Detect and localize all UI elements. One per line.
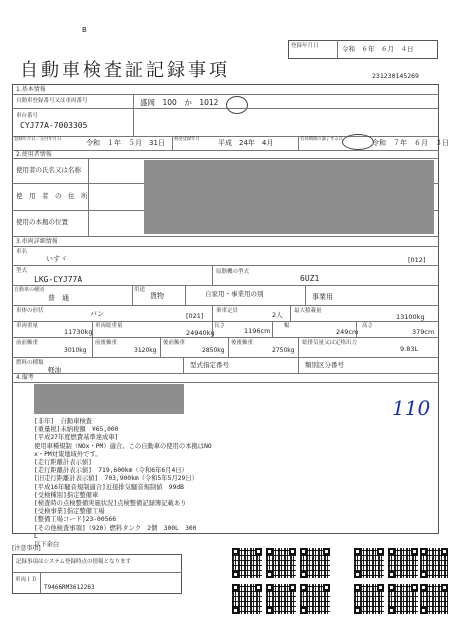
use-label: 用途	[134, 287, 146, 293]
note-line: [その他検査事項]（920）燃料タンク 2個 300L 300	[34, 524, 197, 532]
fuel-label: 燃料の種類	[16, 360, 44, 366]
note-line: [受検事業]指定整備工場	[34, 508, 105, 516]
note-line: [旧走行距離計表示値] 703,900km（令和5年5月29日）	[34, 475, 198, 483]
engine-label: 原動機の型式	[216, 269, 250, 275]
note-line: 以下余白	[34, 541, 60, 549]
reg-no-label: 自動車登録番号又は車両番号	[16, 98, 88, 104]
width-value: 249cm	[336, 328, 359, 336]
qr-code-3	[300, 548, 330, 578]
handwritten-mark: 110	[392, 396, 431, 420]
date2-label: 初度登録年月	[174, 137, 200, 142]
strike-mark	[342, 134, 374, 150]
engine-value: 6UZ1	[300, 274, 320, 283]
circle-mark	[226, 96, 248, 114]
reg-date-value: 令和 ６年 ６月 ４日	[342, 45, 414, 53]
maker-code: [012]	[408, 256, 426, 264]
width-label: 幅	[284, 323, 290, 329]
ff-label: 前前軸重	[16, 340, 39, 346]
section3-title: 3.車両詳細情報	[16, 238, 58, 245]
private-value: 事業用	[312, 293, 333, 301]
note-line: [整備工場コード]23-00566	[34, 516, 116, 524]
note-line: [平成16年騒音規制適合]近接排気騒音規制値 99dB	[34, 483, 184, 491]
document-title: 自動車検査証記録事項	[20, 60, 230, 81]
notes-list	[34, 418, 364, 549]
section2-title: 2.使用者情報	[16, 151, 52, 158]
maxload-label: 最大積載量	[294, 308, 322, 314]
qr-code-9	[300, 584, 330, 614]
note-line: [受検種別]指定整備車	[34, 491, 99, 499]
note-line: [重量税]未納税額 ¥65,000	[34, 426, 119, 434]
owner-redaction	[144, 160, 434, 234]
fr-value: 3120kg	[134, 347, 157, 354]
cat-no-label: 類別区分番号	[305, 361, 344, 369]
note-line: L	[34, 532, 38, 540]
use-value: 貨物	[150, 292, 164, 300]
note-line: [平成27年度燃費基準達成車]	[34, 434, 119, 442]
vehicle-id-label: 車両ＩＤ	[15, 577, 38, 583]
qr-code-11	[388, 584, 418, 614]
length-value: 1196cm	[244, 327, 271, 335]
section1-title: 1.基本情報	[16, 86, 46, 93]
capacity-value: 2人	[272, 311, 283, 319]
qr-code-5	[388, 548, 418, 578]
model-value: LKG-CYJ77A	[34, 275, 83, 284]
qr-code-10	[354, 584, 384, 614]
qr-code-4	[354, 548, 384, 578]
body-label: 車体の形状	[16, 308, 44, 314]
gross-label: 車両総重量	[95, 323, 123, 329]
base-location-label: 使用の本拠の位置	[16, 218, 68, 226]
section4-title: 4.備考	[16, 374, 34, 381]
notes-redaction	[34, 384, 184, 414]
owner-name-label: 使用者の氏名又は名称	[16, 166, 81, 174]
date3-label: 有効期間の満了する日	[300, 137, 343, 142]
note-line: [走行距離計表示値]	[34, 459, 92, 467]
rr-label: 後後軸重	[231, 340, 254, 346]
qr-code-1	[232, 548, 262, 578]
fuel-value: 軽油	[48, 366, 61, 374]
kind-value: 普 通	[48, 294, 69, 302]
date1-value: 令和 １年 ５月 31日	[86, 139, 165, 147]
qr-code-7	[232, 584, 262, 614]
notice-text: 記録事項はシステム登録時点の情報となります	[16, 559, 131, 565]
kind-label: 自動車の種別	[14, 287, 45, 293]
letter-b: B	[82, 26, 87, 34]
qr-code-12	[420, 584, 448, 614]
body-value: バン	[90, 310, 104, 318]
note-line: [非年] 自動車検査	[34, 418, 92, 425]
owner-address-label: 使 用 者 の 住 所	[16, 192, 88, 200]
gross-value: 24940kg	[186, 329, 215, 337]
disp-value: 9.83L	[400, 345, 419, 353]
qr-code-6	[420, 548, 448, 578]
note-line: 使用車種規制（NOx・PM）適合。この自動車の使用の本拠はNO	[34, 442, 212, 450]
chassis-label: 車台番号	[16, 113, 39, 119]
rf-label: 後前軸重	[163, 340, 186, 346]
weight-label: 車両重量	[16, 323, 39, 329]
qr-code-2	[266, 548, 296, 578]
disp-label: 総排気量又は定格出力	[302, 340, 358, 346]
ff-value: 3010kg	[64, 347, 87, 354]
reg-date-label: 登録年月日	[291, 43, 319, 49]
qr-code-8	[266, 584, 296, 614]
date3-value: 令和 ７年 ６月 ３日	[372, 139, 449, 147]
rr-value: 2750kg	[272, 347, 295, 354]
note-line: [走行距離計表示値] 719,600km（令和6年6月4日）	[34, 467, 188, 475]
document-number: 231230145269	[372, 72, 419, 80]
notice-label: [注意事項]	[12, 545, 41, 552]
date2-value: 平成 24年 4月	[218, 139, 274, 147]
date1-label: 登録年月日／交付年月日	[14, 137, 62, 142]
note-line: x・PM対策地域外です。	[34, 450, 102, 458]
rf-value: 2850kg	[202, 347, 225, 354]
height-label: 高さ	[362, 323, 374, 329]
weight-value: 11730kg	[64, 328, 93, 336]
body-code: [021]	[186, 312, 204, 320]
private-label: 自家用・事業用の別	[205, 290, 264, 298]
maker-label: 車名	[16, 249, 28, 255]
note-line: [検査時の点検整備実施状況]点検整備記録簿記載あり	[34, 500, 187, 508]
capacity-label: 乗車定員	[216, 308, 239, 314]
maker-value: いすゞ	[46, 255, 67, 263]
type-no-label: 型式指定番号	[190, 361, 229, 369]
model-label: 型式	[16, 268, 28, 274]
maxload-value: 13100kg	[396, 313, 425, 321]
reg-no-value: 盛岡 100 か 1012	[140, 98, 219, 107]
height-value: 379cm	[412, 328, 435, 336]
chassis-value: CYJ77A-7003305	[20, 121, 88, 130]
fr-label: 前後軸重	[95, 340, 118, 346]
length-label: 長さ	[214, 323, 226, 329]
vehicle-id-value: T9466RM3612263	[44, 584, 95, 591]
